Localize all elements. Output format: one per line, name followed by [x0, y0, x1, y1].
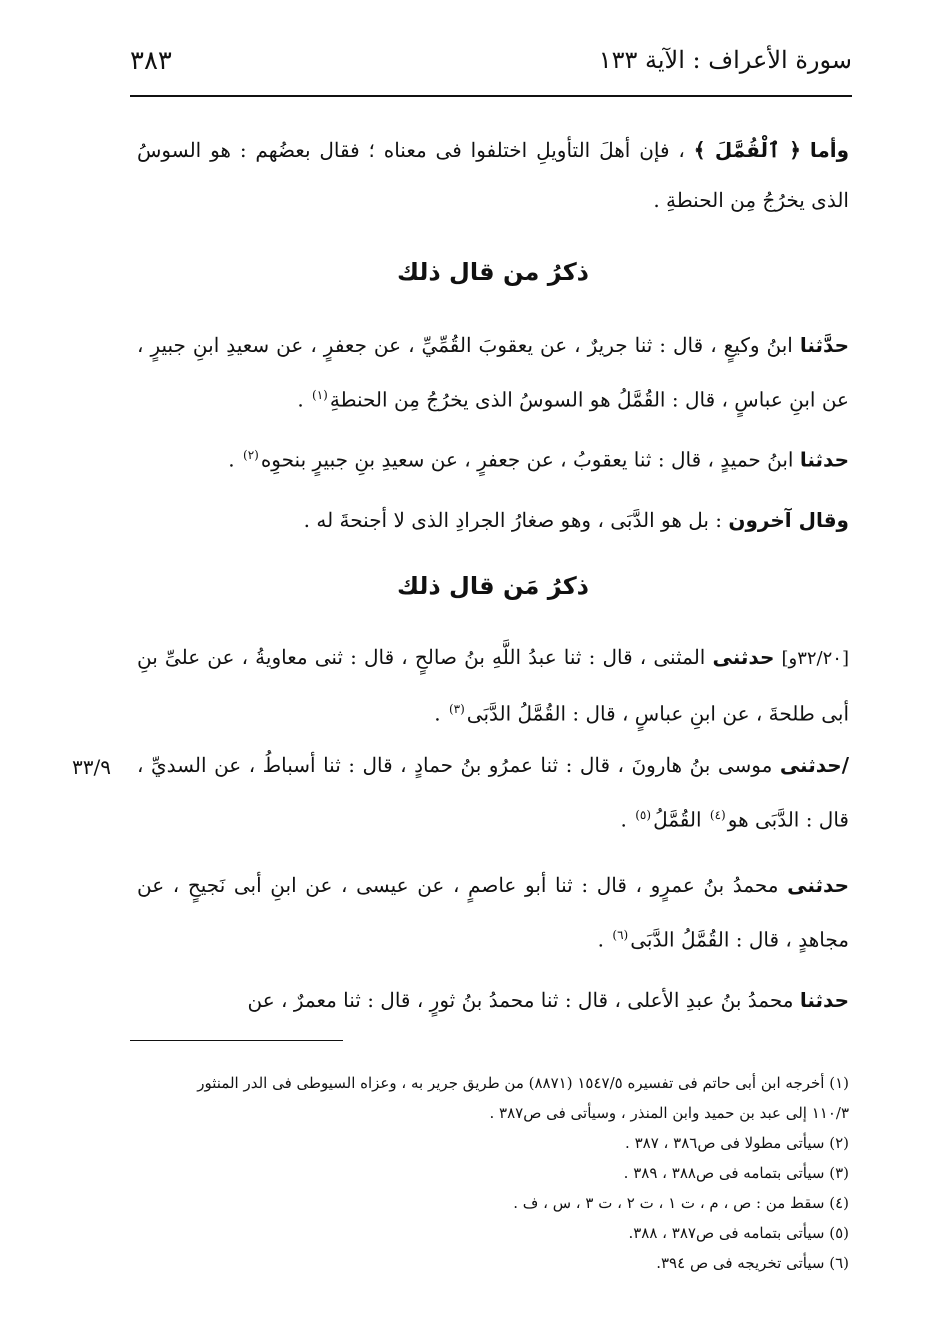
paragraph-3	[137, 430, 849, 485]
paragraph-text: موسى بنُ هارونَ ، قال : ثنا عمرُو بنُ حمادٍ ، قال : ثنا أسباطُ ، عن السديِّ ، قال : الدَّبَى هو	[137, 753, 849, 832]
section-heading-2: ذكرُ مَن قال ذلك	[397, 572, 589, 600]
paragraph-text: محمدُ بنُ عمرٍو ، قال : ثنا أبو عاصمٍ ، عن عيسى ، عن ابنِ أبى نَجيحٍ ، عن مجاهدٍ ، قال : القُمَّلُ الدَّبَى	[137, 873, 849, 952]
footnote-text: أخرجه ابن أبى حاتم فى تفسيره ١٥٤٧/٥ (٨٨٧١) من طريق جرير به ، وعزاه السيوطى فى الدر المنثور	[197, 1074, 825, 1092]
paragraph-text: ابنُ وكيعٍ ، قال : ثنا جريرٌ ، عن يعقوبَ القُمِّيِّ ، عن جعفرٍ ، عن سعيدِ ابنِ جبيرٍ ، عن ابنِ عباسٍ ، قال : القُمَّلُ هو السوسُ الذى يخرُجُ مِن الحنطةِ	[137, 333, 849, 412]
footnote-number: (٥)	[829, 1224, 849, 1242]
header-title: سورة الأعراف : الآية ١٣٣	[598, 46, 852, 74]
paragraph-text-2: القُمَّلُ	[653, 807, 702, 832]
paragraph-lead: حدثنا	[799, 988, 849, 1012]
paragraph-end: .	[228, 447, 235, 472]
paragraph-2	[137, 320, 849, 425]
paragraph-lead: وأما	[809, 138, 850, 162]
paragraph-lead: حدثنى	[787, 873, 849, 897]
footnote-ref[interactable]: (٥)	[635, 808, 652, 822]
running-header	[130, 42, 852, 90]
footnote-text: سيأتى بتمامه فى ص٣٨٧ ، ٣٨٨.	[628, 1224, 825, 1242]
footnote-text: سيأتى تخريجه فى ص ٣٩٤.	[656, 1254, 825, 1272]
paragraph-text: المثنى ، قال : ثنا عبدُ اللَّهِ بنُ صالحٍ ، قال : ثنى معاويةُ ، عن علىِّ بنِ أبى طلحةَ ، عن ابنِ عباسٍ ، قال : القُمَّلُ الدَّبَى	[137, 645, 849, 726]
section-heading-1: ذكرُ من قال ذلك	[397, 258, 589, 286]
paragraph-lead: وقال آخرون	[728, 508, 849, 532]
paragraph-text: ابنُ حميدٍ ، قال : ثنا يعقوبُ ، عن جعفرٍ ، عن سعيدِ بنِ جبيرٍ بنحوِه	[260, 447, 794, 472]
footnote-4	[137, 1188, 849, 1218]
footnote-number: (١)	[829, 1074, 849, 1092]
paragraph-6	[137, 740, 849, 845]
paragraph-end: .	[297, 387, 304, 412]
footnote-ref[interactable]: (٣)	[448, 702, 465, 716]
footnotes	[137, 1068, 849, 1278]
footnote-2	[137, 1128, 849, 1158]
footnote-text: سيأتى مطولا فى ص٣٨٦ ، ٣٨٧ .	[625, 1134, 825, 1152]
footnote-number: (٦)	[829, 1254, 849, 1272]
footnote-rule	[130, 1040, 343, 1041]
footnote-number: (٤)	[829, 1194, 849, 1212]
manuscript-marker: [٣٢/٢٠و]	[781, 648, 849, 669]
footnote-1	[137, 1068, 849, 1098]
manuscript-marker: /	[841, 753, 849, 777]
footnote-5	[137, 1218, 849, 1248]
page-number: ٣٨٣	[130, 46, 172, 76]
paragraph-text: محمدُ بنُ عبدِ الأعلى ، قال : ثنا محمدُ بنُ ثورٍ ، قال : ثنا معمرٌ ، عن	[247, 988, 794, 1012]
quran-word: ﴿ ٱلْقُمَّلَ ﴾	[693, 138, 801, 162]
paragraph-7	[137, 860, 849, 965]
paragraph-end: .	[620, 807, 627, 832]
footnote-text: سيأتى بتمامه فى ص٣٨٨ ، ٣٨٩ .	[623, 1164, 825, 1182]
paragraph-lead: حدَّثنا	[799, 333, 850, 357]
paragraph-lead: حدثنى	[779, 753, 842, 777]
footnote-ref[interactable]: (١)	[312, 388, 328, 402]
margin-note: ٣٣/٩	[72, 755, 111, 779]
paragraph-4	[137, 495, 849, 545]
paragraph-1	[137, 125, 849, 225]
footnote-text: ١١٠/٣ إلى عبد بن حميد وابن المنذر ، وسيأتى فى ص٣٨٧ .	[489, 1104, 849, 1122]
footnote-number: (٣)	[829, 1164, 849, 1182]
paragraph-text: : بل هو الدَّبَى ، وهو صغارُ الجرادِ الذى لا أجنحةَ له .	[303, 508, 723, 532]
footnote-3	[137, 1158, 849, 1188]
footnote-ref[interactable]: (٢)	[243, 448, 259, 462]
paragraph-5	[137, 632, 849, 739]
footnote-number: (٢)	[829, 1134, 849, 1152]
paragraph-end: .	[434, 701, 441, 726]
paragraph-end: .	[597, 927, 605, 952]
footnote-text: سقط من : ص ، م ، ت ١ ، ت ٢ ، ت ٣ ، س ، ف .	[513, 1194, 825, 1212]
footnote-1-continued	[137, 1098, 849, 1128]
paragraph-text: ، فإن أهلَ التأويلِ اختلفوا فى معناه ؛ فقال بعضُهم : هو السوسُ الذى يخرُجُ مِن الحنطةِ .	[137, 138, 849, 212]
footnote-ref[interactable]: (٤)	[709, 808, 726, 822]
header-rule	[130, 95, 852, 97]
footnote-ref[interactable]: (٦)	[612, 928, 629, 942]
footnote-6	[137, 1248, 849, 1278]
paragraph-lead: حدثنى	[712, 645, 775, 669]
paragraph-8	[137, 975, 849, 1025]
paragraph-lead: حدثنا	[799, 447, 849, 472]
